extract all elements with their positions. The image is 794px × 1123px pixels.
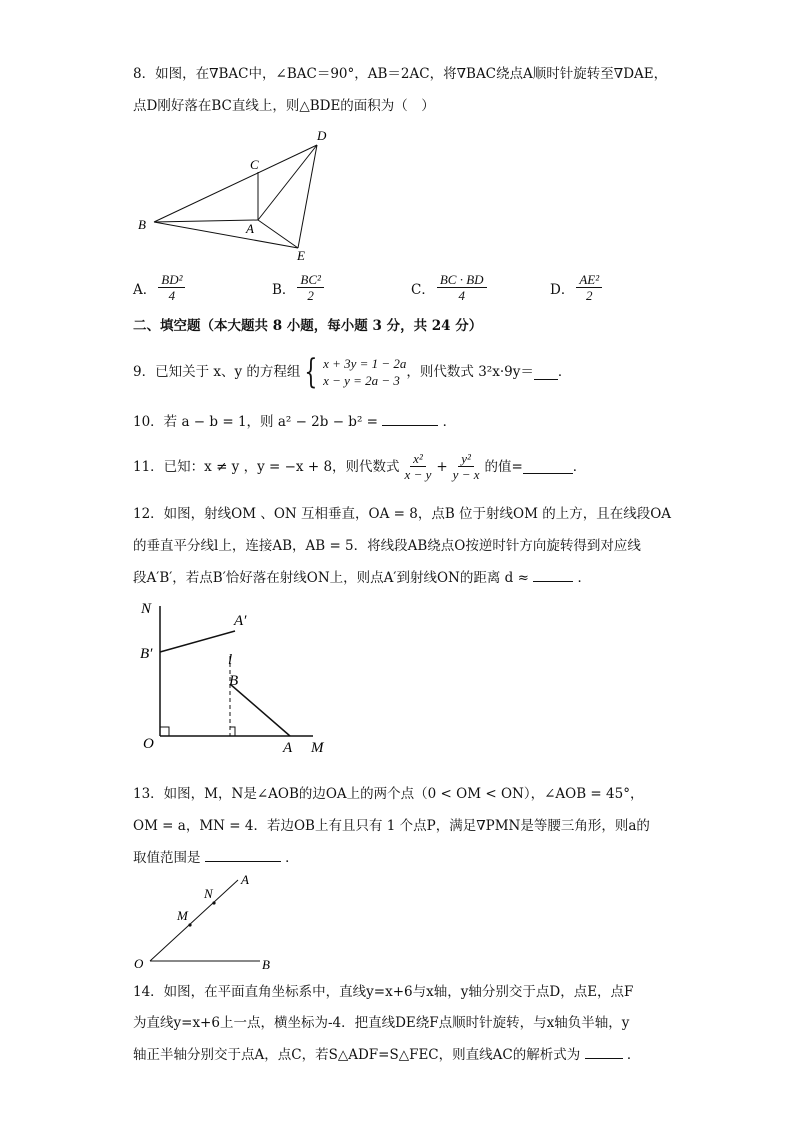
q8-text-line1: 8．如图，在∇BAC中，∠BAC＝90°，AB＝2AC，将∇BAC绕点A顺时针旋转至∇DAE， (133, 66, 668, 82)
q12-answer-blank[interactable] (533, 567, 573, 582)
brace-glyph: { (304, 352, 318, 392)
q13-text-line2: OM = a，MN = 4．若边OB上有且只有 1 个点P，满足∇PMN是等腰三角形，则a的 (133, 818, 650, 834)
segment-A1B1 (160, 631, 235, 652)
q9-answer-blank[interactable] (534, 365, 558, 380)
segment-DE (298, 145, 317, 248)
q14-answer-blank[interactable] (585, 1044, 623, 1059)
q13-text-line3: 取值范围是 ． (133, 847, 299, 868)
q9-text: 9．已知关于 x、y 的方程组 { x + 3y = 1 − 2a x − y = 2a − 3 ，则代数式 3²x·9y＝ ． (133, 352, 572, 392)
q13-figure (130, 868, 290, 978)
label-B-prime: B′ (140, 646, 153, 662)
q12-text-line3: 段A′B′，若点B′恰好落在射线ON上，则点A′到射线ON的距离 d ≈ ． (133, 567, 591, 588)
point-M (188, 923, 191, 926)
q8-figure (130, 125, 330, 265)
q9-equation-system: { x + 3y = 1 − 2a x − y = 2a − 3 (304, 352, 407, 392)
right-angle-marker-l (230, 727, 235, 736)
section-heading: 二、填空题（本大题共 8 小题，每小题 3 分，共 24 分） (133, 318, 483, 334)
q8-choice-c: C． $\frac{BC \cdot BD}{4}$ (411, 272, 489, 303)
q11-text: 11．已知：x ≠ y ，y = −x + 8，则代数式 $\frac{\text{x²}}{x - y}$ + $\frac{\text{y²}}{y - x}$ 的值= ． (133, 451, 587, 482)
point-N (212, 901, 215, 904)
q14-text-line3: 轴正半轴分别交于点A，点C，若S△ADF=S△FEC，则直线AC的解析式为 ． (133, 1044, 640, 1065)
segment-BD (154, 145, 317, 222)
q8-choice-a: A． $\frac{\text{BD²}}{4}$ (133, 272, 187, 303)
q12-text-line2: 的垂直平分线l上，连接AB，AB = 5．将线段AB绕点O按逆时针方向旋转得到对应线 (133, 538, 641, 554)
segment-BA (154, 220, 258, 222)
label-O: O (143, 736, 154, 752)
label-A: A (246, 221, 254, 236)
q8-choice-d: D． $\frac{\text{AE²}}{2}$ (550, 272, 604, 303)
label-A: A (241, 872, 249, 887)
q12-text-line1: 12．如图，射线OM 、ON 互相垂直，OA = 8，点B 位于射线OM 的上方，且在线段OA (133, 506, 672, 522)
label-A-prime: A′ (234, 613, 247, 629)
label-A: A (283, 740, 293, 756)
q8-text-line2: 点D刚好落在BC直线上，则△BDE的面积为（ ） (133, 98, 435, 114)
q11-answer-blank[interactable] (523, 459, 573, 474)
segment-AD (258, 145, 317, 220)
segment-AB (230, 684, 290, 736)
label-O: O (134, 956, 144, 971)
label-B: B (229, 673, 239, 689)
q13-answer-blank[interactable] (205, 847, 281, 862)
label-N: N (204, 886, 213, 901)
label-N: N (141, 601, 152, 617)
q10-answer-blank[interactable] (382, 411, 438, 426)
q13-text-line1: 13．如图，M，N是∠AOB的边OA上的两个点（0 < OM < ON），∠AOB = 45°， (133, 786, 644, 802)
label-B: B (262, 957, 270, 972)
label-C: C (250, 157, 259, 172)
segment-BE (154, 222, 298, 248)
q8-choice-b: B． $\frac{\text{BC²}}{2}$ (272, 272, 326, 303)
label-B: B (138, 217, 146, 232)
label-D: D (317, 128, 327, 143)
label-l: l (228, 652, 233, 668)
label-M: M (177, 908, 188, 923)
segment-AE (258, 220, 298, 248)
right-angle-marker-O (160, 727, 169, 736)
label-M: M (311, 740, 324, 756)
q12-figure (135, 596, 335, 761)
q14-text-line2: 为直线y=x+6上一点，横坐标为-4．把直线DE绕F点顺时针旋转，与x轴负半轴，y (133, 1015, 630, 1031)
ray-OA (150, 880, 238, 961)
q14-text-line1: 14．如图，在平面直角坐标系中，直线y=x+6与x轴，y轴分别交于点D，点E，点F (133, 984, 634, 1000)
label-E: E (297, 248, 305, 263)
q10-text: 10．若 a − b = 1，则 a² − 2b − b² = ． (133, 411, 456, 432)
